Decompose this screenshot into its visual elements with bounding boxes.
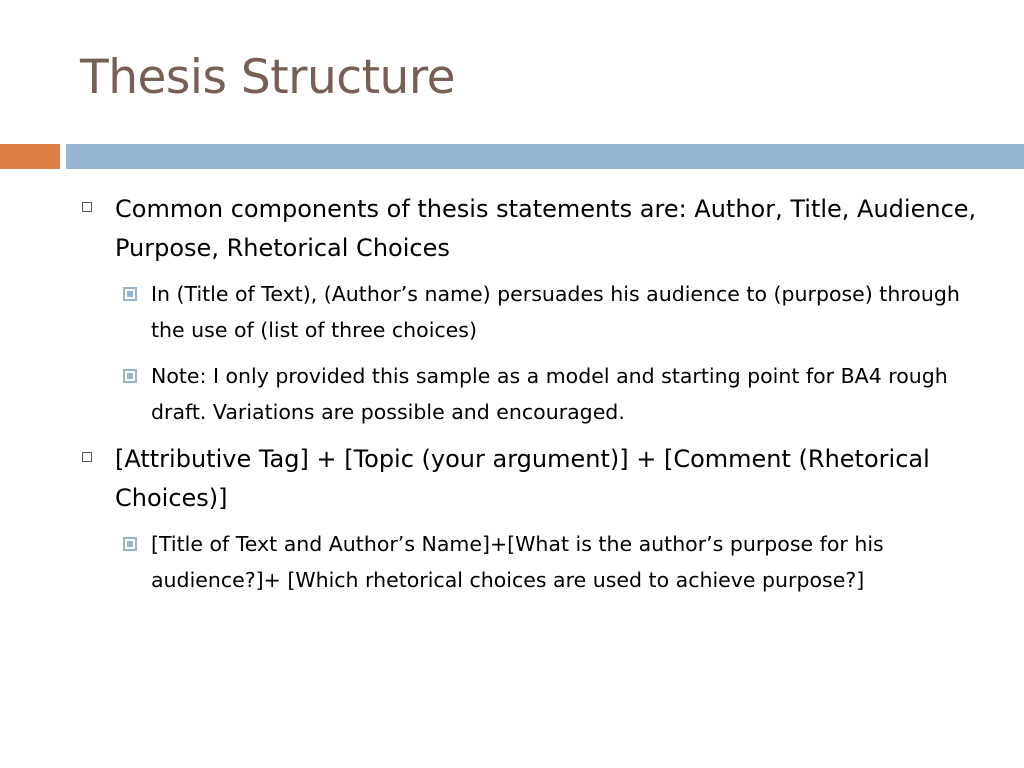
square-bullet-icon — [82, 202, 92, 212]
sub-bullet-text: In (Title of Text), (Author’s name) persuades his audience to (purpose) through the use of (list of three choices) — [151, 282, 960, 342]
bullet-text: Common components of thesis statements are: Author, Title, Audience, Purpose, Rhetorical Choices — [115, 195, 977, 262]
sub-bullet-text: Note: I only provided this sample as a model and starting point for BA4 rough draft. Variations are possible and encouraged. — [151, 364, 948, 424]
sub-bullet-item — [80, 526, 980, 598]
sub-bullet-item — [80, 276, 980, 348]
accent-bar-blue — [66, 144, 1024, 169]
slide-content — [80, 190, 980, 608]
filled-square-bullet-icon — [123, 287, 137, 301]
sub-bullet-text: [Title of Text and Author’s Name]+[What is the author’s purpose for his audience?]+ [Which rhetorical choices are used to achieve purpose?] — [151, 532, 884, 592]
filled-square-bullet-icon — [123, 537, 137, 551]
bullet-text: [Attributive Tag] + [Topic (your argument)] + [Comment (Rhetorical Choices)] — [115, 445, 930, 512]
sub-bullet-item — [80, 358, 980, 430]
square-bullet-icon — [82, 452, 92, 462]
filled-square-bullet-icon — [123, 369, 137, 383]
bullet-item — [80, 190, 980, 268]
bullet-item — [80, 440, 980, 518]
accent-bar-orange — [0, 144, 60, 169]
slide-title: Thesis Structure — [80, 50, 456, 105]
